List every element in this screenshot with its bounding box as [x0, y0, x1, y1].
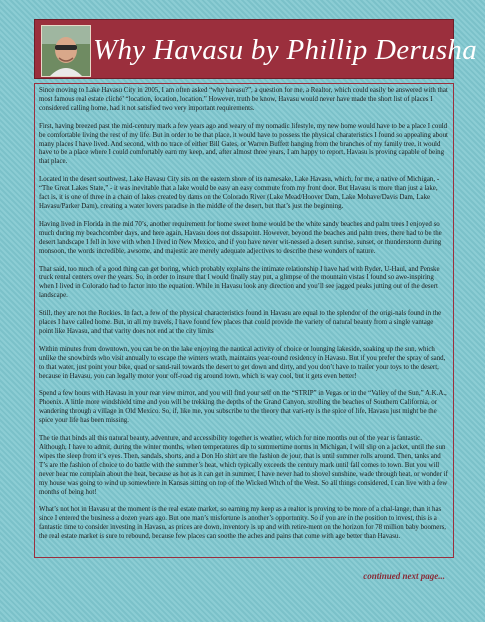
paragraph: That said, too much of a good thing can get boring, which probably explains the intimate relationship I have had with Ryder, U-Haul, and Penske truck rental centers over the years. So, in order to insure that I would finally stay put, a glimpse of the mountain vistas I found so awe-inspiring when I lived in Colorado had to factor into the equation. While in Havasu look any direction and you’ll see jagged peaks jutting out of the desert landscape.	[39, 265, 440, 300]
title-banner	[34, 19, 478, 79]
continued-link[interactable]: continued next page...	[363, 571, 445, 581]
paragraph: What’s not hot in Havasu at the moment is the real estate market, so earning my keep as a realtor is proving to be more of a chal-lange, than it has since I entered the business a dozen years ago. But one man’s misfortune is another’s opportunity. So if you are in the position to invest, this is a fantastic time to consider investing in Havasu, as prices are down, inventory is up and with retire-ment on the horizon for 78 million baby boomers, the real estate market is sure to rebound, because few places can soothe the aches and pains that come with age better than Havasu.	[39, 506, 447, 541]
paragraph: The tie that binds all this natural beauty, adventure, and accessibility together is weather, which for nine months out of the year is fantastic. Although, I have to admit, during the winter months, when temperatures dip to summertime norms in Michigan, I will slip on a jacket, until the sun wipes the sleep from it’s eyes. Then, sandals, shorts, and a Don Ho shirt are the fashion de jour, that is until summer rolls around. Then, tanks and T’s are the fashion of choice to do battle with the summer’s heat, which typically exceeds the century mark until fall comes to town. But you will never hear me complain about the heat, because as hot as it can get in summer, I have never had to shovel sunshine, wade through heat, or wonder if my house was going to wind up somewhere in Kansas sitting on top of the Wicked Witch of the West. So all things considered, I can live with a few months of being hot!	[39, 435, 448, 496]
paragraph: First, having breezed past the mid-century mark a few years ago and weary of my nomadic lifestyle, my new home would have to be a place I could be comfortable living the rest of my life. But in order to be that place, it would have to possess the physical charateristics I found so appealing about many places I have lived. And second, with no trace of either Bill Gates, or Warren Buffett hanging from the branches of my family tree, it would have to be a place where I could comfortably earn my keep, and, after almost three years, I am happy to report, Havasu is proving capable of being that place.	[39, 122, 448, 166]
paragraph: Within minutes from downtown, you can be on the lake enjoying the nautical activity of choice or lounging lakeside, soaking up the sun, which unlike the snowbirds who visit annually to escape the winters wrath, maintains year-round residency in Havasu. But if you prefer the spray of sand, to that water, just point your bike, quad or sand-rail towards the desert to get down and dirty, and you don’t have to trailer your toys to the desert, because in Havasu, you can legally motor your off-road rig around town, which is way cool, but it gets even better!	[39, 345, 446, 380]
author-photo-image	[42, 26, 90, 76]
paragraph: Spend a few hours with Havasu in your rear view mirror, and you will find your self on the “STRIP” in Vegas or in the “Valley of the Sun,” A.K.A., Phoenix. A little more windshield time and you will be trekking the depths of the Grand Canyon, strolling the beaches of Southern California, or wandering through a village in Old Mexico. So, if, like me, you subscribe to the theory that vari-ety is the spice of life, Havasu just might be the spice your life has been missing.	[39, 390, 447, 425]
paragraph: Still, they are not the Rockies. In fact, a few of the physical characteristics found in Havasu are equal to the splendor of the origi-nals found in the places I have called home. But, in all my travels, I have found few places that could provide the variety of natural beauty from a single vantage point like Havasu, and that varity does not end at the city limits	[39, 310, 442, 335]
paragraph: Having lived in Florida in the mid 70’s, another requirement for home sweet home would be the white sandy beaches and palm trees I enjoyed so much during my beachcomber days, and here again, Havasu does not dissapoint. However, beyond the beaches and palm trees, there had to be the desert landscape I fell in love with when I lived in New Mexico, and if you have never wit-nessed a desert sunrise, sunset, or thunderstorm during monsoon, the words incredible, awsome, and majestic are merely adequate adjectives to describe these wonders of nature.	[39, 220, 442, 255]
paragraph: Since moving to Lake Havasu City in 2005, I am often asked “why havasu?”, a question for me, a Realtor, which could easily be answered with that most famous real estate cliché’ “location, location, location.” However, truth be know, Havasu would never have made the short list of places I considered calling home, had it not satisfied two very important requirements.	[39, 87, 448, 112]
paragraph: Located in the desert southwest, Lake Havasu City sits on the eastern shore of its namesake, Lake Havasu, which, for me, a native of Michigan, - “The Great Lakes State,” - it was inevitable that a lake would be easy an easy commute from my front door. But Havasu is more than just a lake, fact is, it is one of three in a chain of lakes created by dams on the Colorado River (Lake Mead/Hoover Dam, Lake Mohave/Davis Dam, Lake Havasu/Parker Dam), creating a water lovers paradise in the middle of the desert, but that’s just the beginning.	[39, 176, 440, 210]
article-body	[34, 83, 454, 558]
author-photo	[41, 25, 91, 77]
page-title: Why Havasu by Phillip Derusha	[93, 34, 478, 66]
